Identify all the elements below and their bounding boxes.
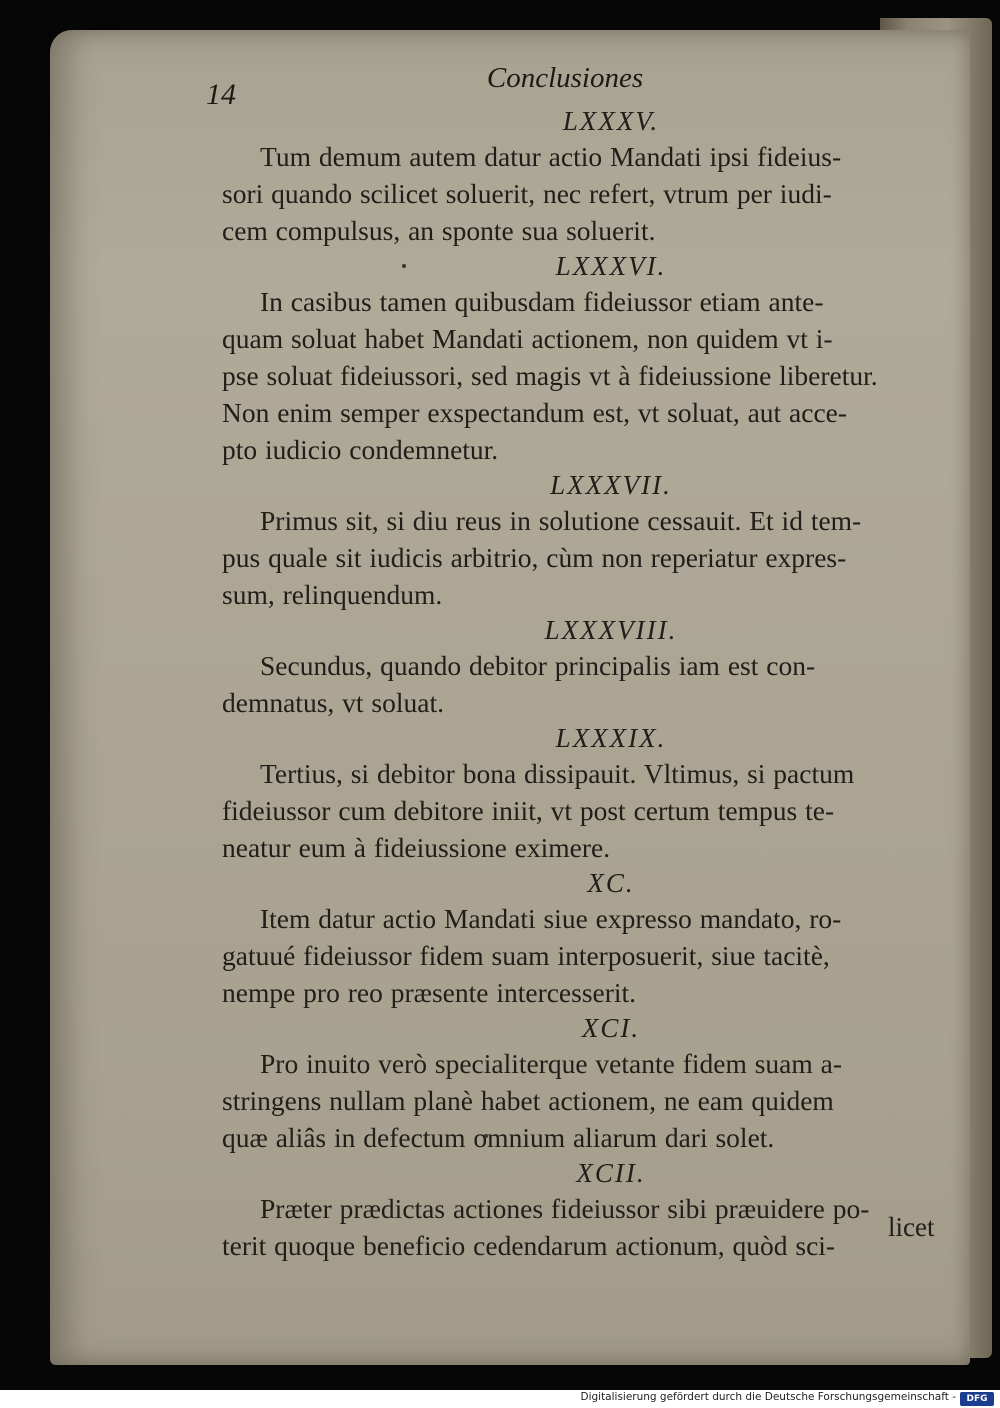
text-line: sum, relinquendum. bbox=[222, 579, 443, 610]
text-line: fideiussor cum debitore iniit, vt post certum tempus te- bbox=[222, 795, 835, 826]
section-numeral: LXXXV. bbox=[562, 106, 660, 136]
catchword: licet bbox=[888, 1212, 935, 1242]
text-line: pto iudicio condemnetur. bbox=[222, 434, 499, 465]
text-line: sori quando scilicet soluerit, nec refert, vtrum per iudi- bbox=[222, 178, 832, 209]
footer-credit: Digitalisierung gefördert durch die Deutsche Forschungsgemeinschaft - bbox=[580, 1391, 956, 1403]
section-numeral: XCII. bbox=[576, 1158, 646, 1188]
section-numeral: LXXXVII. bbox=[550, 470, 672, 500]
text-line: demnatus, vt soluat. bbox=[222, 687, 444, 718]
text-line: Pro inuito verò specialiterque vetante fidem suam a- bbox=[260, 1048, 843, 1079]
text-line: Non enim semper exspectandum est, vt soluat, aut acce- bbox=[222, 397, 848, 428]
text-line: In casibus tamen quibusdam fideiussor etiam ante- bbox=[260, 286, 824, 317]
section-numeral: XC. bbox=[587, 868, 635, 898]
dfg-logo: DFG bbox=[960, 1392, 994, 1406]
text-line: Item datur actio Mandati siue expresso mandato, ro- bbox=[260, 903, 842, 934]
section-numeral: LXXXVIII. bbox=[544, 615, 678, 645]
text-line: stringens nullam planè habet actionem, ne eam quidem bbox=[222, 1085, 834, 1116]
running-head: Conclusiones bbox=[486, 62, 644, 94]
text-line: Præter prædictas actiones fideiussor sibi præuidere po- bbox=[260, 1193, 870, 1224]
text-line: quæ aliâs in defectum omnium aliarum dari solet. bbox=[222, 1122, 775, 1153]
text-line: pus quale sit iudicis arbitrio, cùm non reperiatur expres- bbox=[222, 542, 847, 573]
text-line: neatur eum à fideiussione eximere. bbox=[222, 832, 611, 863]
page-number: 14 bbox=[206, 78, 236, 111]
text-line: pse soluat fideiussori, sed magis vt à fideiussione liberetur. bbox=[222, 360, 878, 391]
text-line: Tertius, si debitor bona dissipauit. Vltimus, si pactum bbox=[260, 758, 855, 789]
text-line: Tum demum autem datur actio Mandati ipsi fideius- bbox=[260, 141, 842, 172]
main-text bbox=[222, 104, 940, 1264]
text-line: quam soluat habet Mandati actionem, non quidem vt i- bbox=[222, 323, 833, 354]
text-line: terit quoque beneficio cedendarum actionum, quòd sci- bbox=[222, 1230, 836, 1261]
text-line: Secundus, quando debitor principalis iam est con- bbox=[260, 650, 816, 681]
section-numeral: XCI. bbox=[581, 1013, 641, 1043]
section-numeral: LXXXVI. bbox=[555, 251, 667, 281]
text-line: cem compulsus, an sponte sua soluerit. bbox=[222, 215, 656, 246]
text-line: nempe pro reo præsente intercesserit. bbox=[222, 977, 637, 1008]
text-line: Primus sit, si diu reus in solutione cessauit. Et id tem- bbox=[260, 505, 862, 536]
section-numeral: LXXXIX. bbox=[555, 723, 667, 753]
text-line: gatuué fideiussor fidem suam interposuerit, siue tacitè, bbox=[222, 940, 830, 971]
